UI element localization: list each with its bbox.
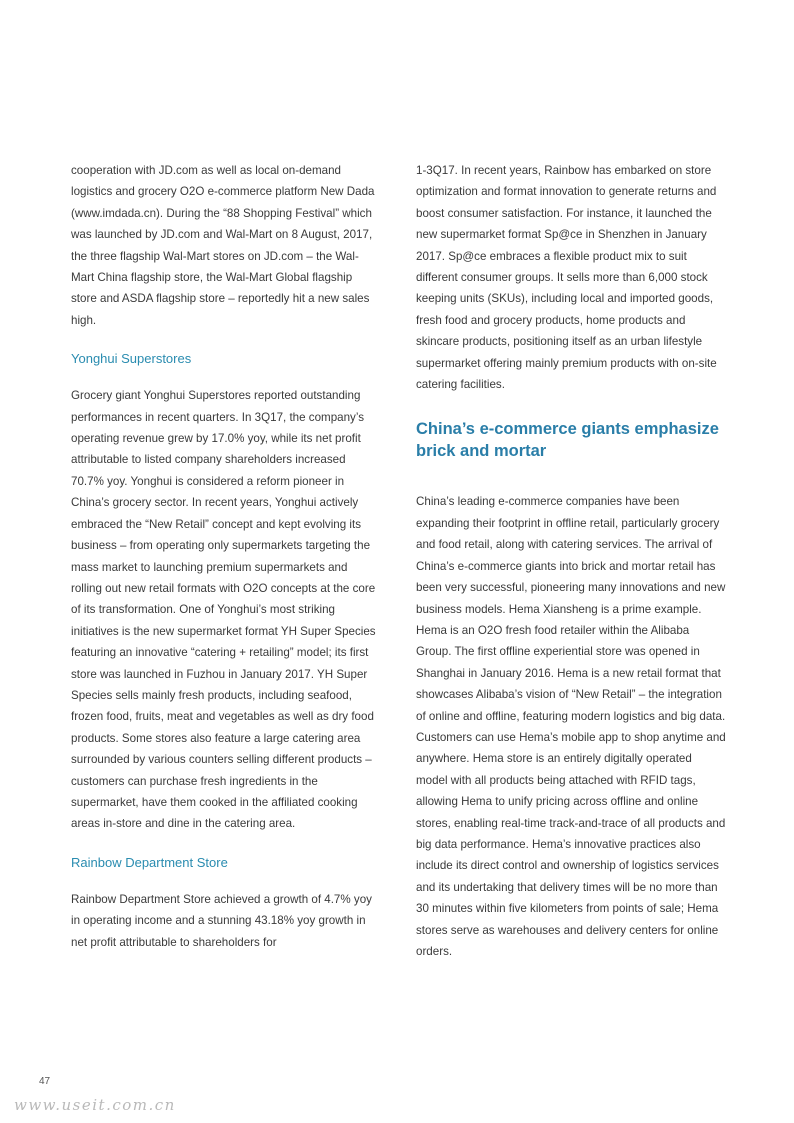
yonghui-heading: Yonghui Superstores [71,351,192,367]
rainbow-paragraph: Rainbow Department Store achieved a growth of 4.7% yoy in operating income and a stunning 43.18% yoy growth in net profit attributable to shareholders for [71,892,372,949]
yonghui-paragraph: Grocery giant Yonghui Superstores reported outstanding performances in recent quarters. In 3Q17, the company’s operating revenue grew by 17.0% yoy, while its net profit attributable to listed company shareholders increased 70.7% yoy. Yonghui is considered a reform pioneer in China’s grocery sector. In recent years, Yonghui actively embraced the “New Retail” concept and kept evolving its business – from operating only supermarkets targeting the mass market to launching premium supermarkets and rolling out new retail formats with O2O concepts at the core of its transformation. One of Yonghui’s most striking initiatives is the new supermarket format YH Super Species featuring an innovative “catering + retailing” model; its first store was launched in Fuzhou in January 2017. YH Super Species sells mainly fresh products, including seafood, frozen food, fruits, meat and vegetables as well as dry food products. Some stores also feature a large catering area surrounded by various counters selling different products – customers can purchase fresh ingredients in the supermarket, have them cooked in the affiliated cooking areas in-store and dine in the catering area. [71,389,376,831]
left-column [71,160,381,953]
page-number: 47 [39,1076,51,1087]
intro-paragraph: cooperation with JD.com as well as local on-demand logistics and grocery O2O e-commerce platform New Dada (www.imdada.cn). During the “88 Shopping Festival” which was launched by JD.com and Wal-Mart on 8 August, 2017, the three flagship Wal-Mart stores on JD.com – the Wal-Mart China flagship store, the Wal-Mart Global flagship store and ASDA flagship store – reportedly hit a new sales high. [71,164,375,327]
ecommerce-paragraph: China’s leading e-commerce companies have been expanding their footprint in offline retail, particularly grocery and food retail, along with catering services. The arrival of China’s e-commerce giants into brick and mortar retail has been very successful, pioneering many innovations and new business models. Hema Xiansheng is a prime example. Hema is an O2O fresh food retailer within the Alibaba Group. The first offline experiential store was opened in Shanghai in January 2016. Hema is a new retail format that showcases Alibaba’s vision of “New Retail” – the integration of online and offline, featuring modern logistics and big data. Customers can use Hema’s mobile app to shop anytime and anywhere. Hema store is an entirely digitally operated model with all products being attached with RFID tags, allowing Hema to unify pricing across offline and online stores, enabling real-time track-and-trace of all products and big data performance. Hema’s innovative practices also include its direct control and ownership of logistics services and its undertaking that delivery times will be no more than 30 minutes within five kilometers from points of sale; Hema stores serve as warehouses and delivery centers for online orders. [416,495,726,958]
rainbow-continuation-paragraph: 1-3Q17. In recent years, Rainbow has embarked on store optimization and format innovation to generate returns and boost consumer satisfaction. For instance, it launched the new supermarket format Sp@ce in Shenzhen in January 2017. Sp@ce embraces a flexible product mix to suit different consumer groups. It sells more than 6,000 stock keeping units (SKUs), including local and imported goods, fresh food and grocery products, home products and skincare products, positioning itself as an urban lifestyle supermarket offering mainly premium products with on-site catering facilities. [416,164,717,392]
watermark: www.useit.com.cn [14,1096,176,1114]
rainbow-heading: Rainbow Department Store [71,854,228,870]
section-heading: China’s e-commerce giants emphasize brick and mortar [416,420,719,461]
right-column [416,160,726,962]
